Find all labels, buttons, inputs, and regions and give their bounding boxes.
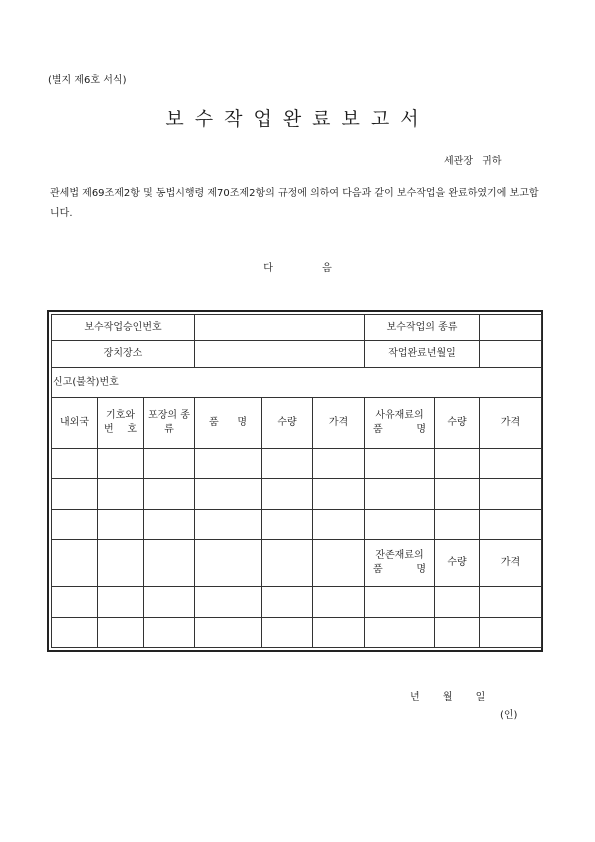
cell[interactable]	[313, 509, 365, 539]
cell[interactable]	[365, 479, 435, 509]
cell[interactable]	[52, 479, 98, 509]
col-domestic-foreign: 내외국	[52, 397, 98, 448]
work-type-field[interactable]	[480, 315, 542, 341]
cell[interactable]	[480, 587, 542, 617]
col-remaining-quantity: 수량	[435, 539, 480, 586]
col-used-material	[365, 397, 435, 448]
cell[interactable]	[262, 539, 313, 586]
body-paragraph: 관세법 제69조제2항 및 동법시행령 제70조제2항의 규정에 의하여 다음과 같이 보수작업을 완료하였기에 보고합니다.	[50, 188, 539, 219]
col-mark-l2a: 번	[104, 423, 114, 435]
table-row	[52, 479, 542, 509]
col-package-type	[144, 397, 195, 448]
cell[interactable]	[480, 479, 542, 509]
declaration-number-label: 신고(불착)번호	[52, 368, 542, 397]
col-item-name	[195, 397, 262, 448]
col-remaining-price: 가격	[480, 539, 542, 586]
completion-date-label: 작업완료년월일	[365, 341, 480, 368]
col-mark-l2b: 호	[127, 423, 137, 435]
cell[interactable]	[313, 539, 365, 586]
cell[interactable]	[313, 587, 365, 617]
col-mark-number	[98, 397, 144, 448]
col-used-line2	[365, 423, 434, 437]
cell[interactable]	[435, 449, 480, 479]
cell[interactable]	[98, 539, 144, 586]
cell[interactable]	[98, 509, 144, 539]
cell[interactable]	[480, 617, 542, 647]
cell[interactable]	[195, 539, 262, 586]
cell[interactable]	[144, 449, 195, 479]
col-rem-l2a: 품	[373, 564, 383, 576]
col-mark-line1: 기호와	[106, 409, 135, 421]
table-row	[52, 617, 542, 647]
cell[interactable]	[365, 509, 435, 539]
cell[interactable]	[52, 587, 98, 617]
report-table	[47, 310, 543, 652]
approval-number-label: 보수작업승인번호	[52, 315, 195, 341]
cell[interactable]	[313, 449, 365, 479]
cell[interactable]	[144, 479, 195, 509]
col-pack-line2: 류	[164, 423, 174, 435]
cell[interactable]	[52, 617, 98, 647]
col-used-line1: 사유재료의	[375, 409, 424, 421]
cell[interactable]	[195, 449, 262, 479]
col-used-l2b: 명	[416, 423, 427, 435]
col-used-price: 가격	[480, 397, 542, 448]
col-used-l2a: 품	[373, 423, 383, 435]
date-line: 년 월 일	[410, 692, 486, 703]
cell[interactable]	[435, 617, 480, 647]
cell[interactable]	[195, 509, 262, 539]
cell[interactable]	[52, 539, 98, 586]
addressee: 세관장 귀하	[444, 156, 502, 167]
storage-location-label: 장치장소	[52, 341, 195, 368]
cell[interactable]	[195, 479, 262, 509]
cell[interactable]	[262, 479, 313, 509]
work-type-label: 보수작업의 종류	[365, 315, 480, 341]
storage-location-field[interactable]	[195, 341, 365, 368]
cell[interactable]	[435, 587, 480, 617]
notice-heading: 다 음	[263, 263, 332, 274]
cell[interactable]	[365, 587, 435, 617]
table-row	[52, 539, 542, 586]
cell[interactable]	[144, 617, 195, 647]
col-remaining-material	[365, 539, 435, 586]
cell[interactable]	[262, 617, 313, 647]
col-price: 가격	[313, 397, 365, 448]
cell[interactable]	[98, 449, 144, 479]
table-row	[52, 509, 542, 539]
table-row	[52, 449, 542, 479]
cell[interactable]	[262, 449, 313, 479]
cell[interactable]	[365, 449, 435, 479]
cell[interactable]	[52, 509, 98, 539]
cell[interactable]	[195, 617, 262, 647]
form-number-label: (별지 제6호 서식)	[48, 75, 127, 86]
col-used-quantity: 수량	[435, 397, 480, 448]
col-mark-line2	[98, 423, 143, 437]
cell[interactable]	[262, 587, 313, 617]
seal-mark: (인)	[500, 710, 518, 721]
cell[interactable]	[313, 617, 365, 647]
col-rem-line2	[365, 563, 434, 577]
col-rem-l2b: 명	[416, 564, 427, 576]
cell[interactable]	[435, 479, 480, 509]
cell[interactable]	[262, 509, 313, 539]
col-item-a: 품	[209, 416, 219, 428]
cell[interactable]	[480, 509, 542, 539]
completion-date-field[interactable]	[480, 341, 542, 368]
col-pack-line1: 포장의 종	[148, 409, 190, 421]
table-row	[52, 587, 542, 617]
col-rem-line1: 잔존재료의	[375, 550, 424, 562]
cell[interactable]	[313, 479, 365, 509]
cell[interactable]	[480, 449, 542, 479]
cell[interactable]	[52, 449, 98, 479]
cell[interactable]	[98, 587, 144, 617]
cell[interactable]	[435, 509, 480, 539]
col-quantity: 수량	[262, 397, 313, 448]
cell[interactable]	[98, 479, 144, 509]
cell[interactable]	[365, 617, 435, 647]
cell[interactable]	[98, 617, 144, 647]
cell[interactable]	[144, 509, 195, 539]
approval-number-field[interactable]	[195, 315, 365, 341]
cell[interactable]	[144, 539, 195, 586]
col-item-b: 명	[237, 416, 247, 428]
cell[interactable]	[144, 587, 195, 617]
document-title: 보수작업완료보고서	[165, 108, 430, 130]
cell[interactable]	[195, 587, 262, 617]
